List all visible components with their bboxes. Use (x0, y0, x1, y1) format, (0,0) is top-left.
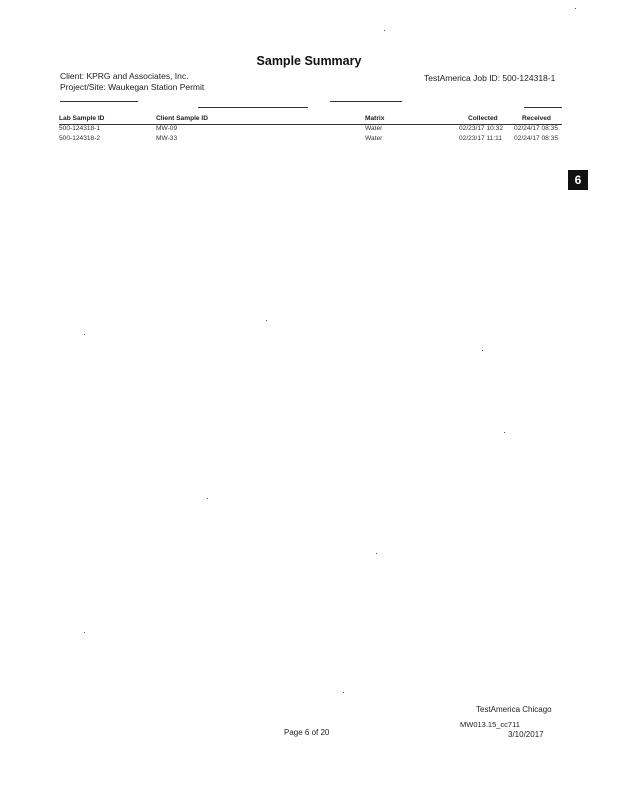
footer-doc-code: MW013.15_cc711 (460, 720, 520, 729)
col-header-client-sample-id: Client Sample ID (156, 115, 209, 122)
header-rule (330, 101, 402, 102)
project-line: Project/Site: Waukegan Station Permit (60, 82, 205, 92)
header-rule (60, 101, 138, 102)
table-cell-received: 02/24/17 08:35 (514, 135, 558, 142)
scan-speck (504, 432, 505, 433)
scan-speck (343, 692, 344, 693)
section-tab: 6 (568, 170, 588, 190)
footer-date: 3/10/2017 (508, 730, 544, 739)
table-cell-received: 02/24/17 08:35 (514, 125, 558, 132)
col-header-lab-sample-id: Lab Sample ID (59, 115, 105, 122)
page-title: Sample Summary (256, 54, 362, 68)
scan-speck (266, 320, 267, 321)
header-rule (524, 107, 562, 108)
scan-speck (207, 498, 208, 499)
table-cell-lab-sample-id: 500-124318-2 (59, 135, 101, 142)
col-header-matrix: Matrix (365, 115, 385, 122)
scan-speck (84, 334, 85, 335)
table-cell-lab-sample-id: 500-124318-1 (59, 125, 101, 132)
scan-speck (84, 632, 85, 633)
table-cell-collected: 02/23/17 11:11 (459, 135, 503, 142)
table-cell-client-sample-id: MW-33 (156, 135, 178, 142)
scan-speck (482, 350, 483, 351)
scan-speck (376, 553, 377, 554)
col-header-collected: Collected (468, 115, 498, 122)
table-cell-matrix: Water (365, 135, 383, 142)
footer-lab-name: TestAmerica Chicago (476, 705, 552, 714)
scan-speck (384, 30, 385, 31)
footer-page-number: Page 6 of 20 (284, 728, 330, 737)
table-cell-matrix: Water (365, 125, 383, 132)
header-rule (198, 107, 308, 108)
client-line: Client: KPRG and Associates, Inc. (60, 71, 189, 81)
col-header-received: Received (522, 115, 551, 122)
scan-speck (575, 8, 576, 9)
table-cell-client-sample-id: MW-09 (156, 125, 178, 132)
table-cell-collected: 02/23/17 10:32 (459, 125, 503, 132)
job-id-line: TestAmerica Job ID: 500-124318-1 (424, 73, 556, 83)
